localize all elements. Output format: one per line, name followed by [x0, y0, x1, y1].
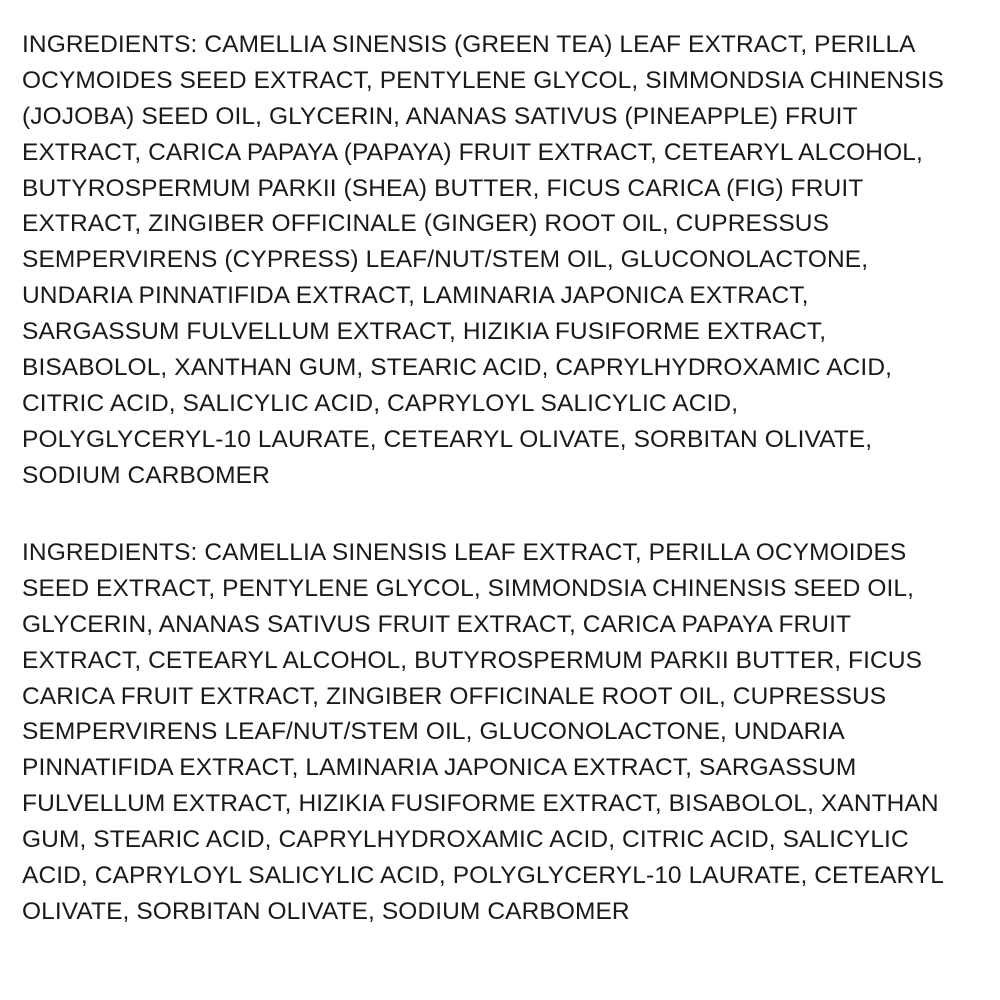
text-line: SEMPERVIRENS LEAF/NUT/STEM OIL, GLUCONOLACTONE, UNDARIA	[22, 718, 845, 746]
text-line: UNDARIA PINNATIFIDA EXTRACT, LAMINARIA JAPONICA EXTRACT,	[22, 282, 809, 310]
text-line: CITRIC ACID, SALICYLIC ACID, CAPRYLOYL SALICYLIC ACID,	[22, 389, 739, 417]
text-line: SEMPERVIRENS (CYPRESS) LEAF/NUT/STEM OIL, GLUCONOLACTONE,	[22, 246, 869, 274]
text-line: (JOJOBA) SEED OIL, GLYCERIN, ANANAS SATIVUS (PINEAPPLE) FRUIT	[22, 102, 858, 130]
text-line: EXTRACT, ZINGIBER OFFICINALE (GINGER) ROOT OIL, CUPRESSUS	[22, 210, 830, 238]
text-line: INGREDIENTS: CAMELLIA SINENSIS LEAF EXTRACT, PERILLA OCYMOIDES	[22, 539, 907, 566]
text-line: EXTRACT, CETEARYL ALCOHOL, BUTYROSPERMUM PARKII BUTTER, FICUS	[22, 646, 923, 674]
text-line: BUTYROSPERMUM PARKII (SHEA) BUTTER, FICUS CARICA (FIG) FRUIT	[22, 174, 864, 202]
text-line: GUM, STEARIC ACID, CAPRYLHYDROXAMIC ACID, CITRIC ACID, SALICYLIC	[22, 826, 909, 854]
text-line: SODIUM CARBOMER	[22, 461, 270, 489]
text-line: CARICA FRUIT EXTRACT, ZINGIBER OFFICINALE ROOT OIL, CUPRESSUS	[22, 682, 887, 710]
text-line: OCYMOIDES SEED EXTRACT, PENTYLENE GLYCOL, SIMMONDSIA CHINENSIS	[22, 66, 944, 94]
text-line: ACID, CAPRYLOYL SALICYLIC ACID, POLYGLYCERYL-10 LAURATE, CETEARYL	[22, 862, 944, 890]
text-line: GLYCERIN, ANANAS SATIVUS FRUIT EXTRACT, CARICA PAPAYA FRUIT	[22, 610, 852, 638]
text-line: SARGASSUM FULVELLUM EXTRACT, HIZIKIA FUSIFORME EXTRACT,	[22, 318, 827, 346]
text-line: POLYGLYCERYL-10 LAURATE, CETEARYL OLIVATE, SORBITAN OLIVATE,	[22, 425, 873, 453]
text-line: PINNATIFIDA EXTRACT, LAMINARIA JAPONICA EXTRACT, SARGASSUM	[22, 754, 857, 782]
text-line: SEED EXTRACT, PENTYLENE GLYCOL, SIMMONDSIA CHINENSIS SEED OIL,	[22, 574, 915, 602]
text-line: INGREDIENTS: CAMELLIA SINENSIS (GREEN TEA) LEAF EXTRACT, PERILLA	[22, 31, 916, 58]
text-line: EXTRACT, CARICA PAPAYA (PAPAYA) FRUIT EXTRACT, CETEARYL ALCOHOL,	[22, 138, 923, 166]
text-line: FULVELLUM EXTRACT, HIZIKIA FUSIFORME EXTRACT, BISABOLOL, XANTHAN	[22, 790, 939, 818]
ingredient-list-with-common-names	[22, 27, 982, 494]
text-line: OLIVATE, SORBITAN OLIVATE, SODIUM CARBOMER	[22, 897, 630, 925]
ingredient-list-inci-only	[22, 535, 982, 930]
text-line: BISABOLOL, XANTHAN GUM, STEARIC ACID, CAPRYLHYDROXAMIC ACID,	[22, 354, 893, 382]
